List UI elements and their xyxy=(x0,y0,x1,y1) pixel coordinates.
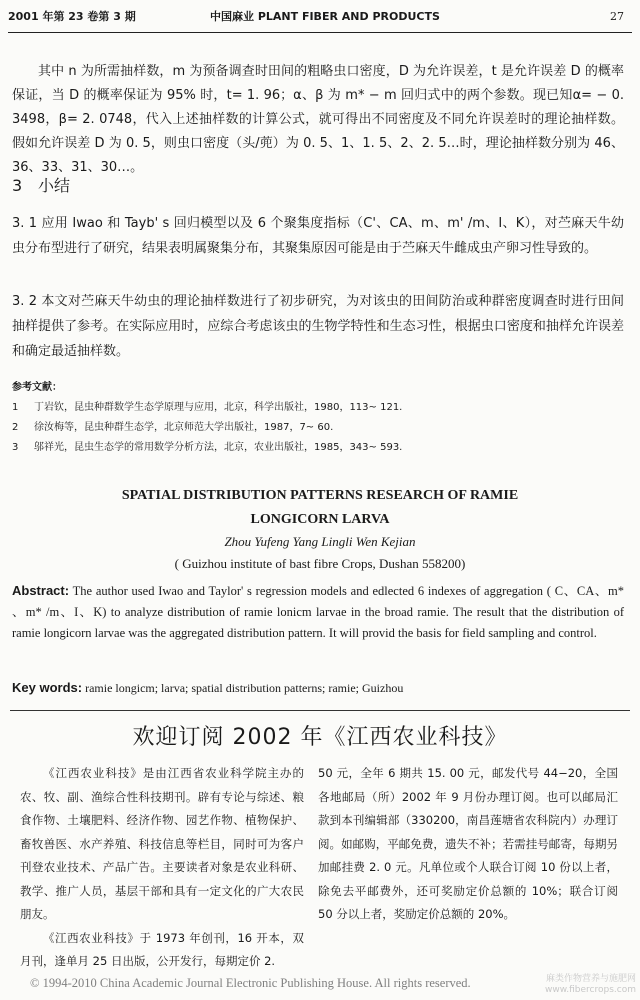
site-watermark xyxy=(544,974,636,996)
advert-paragraph: 50 元，全年 6 期共 15. 00 元，邮发代号 44−20，全国各地邮局（所）2002 年 9 月份办理订阅。也可以邮局汇款到本刊编辑部（330200，南昌莲塘省农科院内）办理订阅。如邮购，平邮免费，遗失不补；若需挂号邮寄，每期另加邮挂费 2. 0 元。凡单位或个人联合订阅 10 份以上者，除免去平邮费外，还可奖励定价总额的 10%；联合订阅 50 分以上者，奖励定价总额的 20%。 xyxy=(318,766,618,921)
advert-paragraph: 《江西农业科技》于 1973 年创刊，16 开本，双月刊，逢单月 25 日出版，公开发行，每期定价 2. xyxy=(20,930,304,968)
section-title: 小结 xyxy=(38,176,71,195)
advert-paragraph: 《江西农业科技》是由江西省农业科学院主办的农、牧、副、渔综合性科技期刊。辟有专论与综述、粮食作物、土壤肥料、经济作物、园艺作物、植物保护、畜牧兽医、水产养殖、科技信息等栏目，同时可为客户刊登农业技术、产品广告。主要读者对象是农业科研、教学、推广人员，基层干部和具有一定文化的广大农民朋友。 xyxy=(20,766,304,921)
journal-name: 中国麻业 PLANT FIBER AND PRODUCTS xyxy=(210,10,440,23)
reference-text: 丁岩钦，昆虫种群数学生态学原理与应用，北京，科学出版社，1980，113~ 121. xyxy=(34,402,403,413)
english-abstract xyxy=(12,580,624,644)
english-title xyxy=(0,484,640,532)
reference-number: 1 xyxy=(12,402,19,413)
issue-info: 2001 年第 23 卷第 3 期 xyxy=(8,10,136,23)
keywords-text: ramie longicm; larva; spatial distribution patterns; ramie; Guizhou xyxy=(85,681,404,695)
keywords-label: Key words: xyxy=(12,680,83,695)
references-title: 参考文献： xyxy=(12,382,62,393)
english-title-line-1: SPATIAL DISTRIBUTION PATTERNS RESEARCH OF RAMIE xyxy=(121,488,519,503)
advert-left-column xyxy=(20,762,304,974)
abstract-text: The author used Iwao and Taylor' s regression models and edlected 6 indexes of aggregation ( C、CA、m* 、m* /m、I、K) to analyze distribution of ramie lonicm larvae in the broad ramie. The result that the distribution of ramie longicorn larvae was the aggregated distribution pattern. It will provid the basis for field sampling and control. xyxy=(12,584,624,640)
body-paragraph-sampling: 其中 n 为所需抽样数，m 为预备调查时田间的粗略虫口密度，D 为允许误差，t 是允许误差 D 的概率保证，当 D 的概率保证为 95% 时，t= 1. 96；α、β 为 m* − m 回归式中的两个参数。现已知α= − 0. 3498，β= 2. 0748，代入上述抽样数的计算公式，就可得出不同密度及不同允许误差时的理论抽样数。假如允许误差 D 为 0. 5，则虫口密度（头/蔸）为 0. 5、1、1. 5、2、2. 5…时，理论抽样数分别为 46、36、33、31、30…。 xyxy=(12,64,624,175)
english-keywords xyxy=(12,678,624,698)
reference-text: 邬祥光，昆虫生态学的常用数学分析方法，北京，农业出版社，1985，343~ 593. xyxy=(34,442,403,453)
advert-title: 欢迎订阅 2002 年《江西农业科技》 xyxy=(132,725,508,750)
conclusion-3-2: 3. 2 本文对苎麻天牛幼虫的理论抽样数进行了初步研究，为对该虫的田间防治或种群密度调查时进行田间抽样提供了参考。在实际应用时，应综合考虑该虫的生物学特性和生态习性，根据虫口密度和抽样允许误差和确定最适抽样数。 xyxy=(12,294,624,359)
reference-item xyxy=(12,438,624,458)
reference-number: 2 xyxy=(12,422,19,433)
english-title-line-2: LONGICORN LARVA xyxy=(250,512,390,527)
reference-item xyxy=(12,418,624,438)
english-authors: Zhou Yufeng Yang Lingli Wen Kejian xyxy=(224,534,416,549)
reference-text: 徐汝梅等，昆虫种群生态学，北京师范大学出版社，1987，7~ 60. xyxy=(34,422,334,433)
english-affiliation: ( Guizhou institute of bast fibre Crops, Dushan 558200) xyxy=(174,556,466,571)
abstract-label: Abstract: xyxy=(12,583,70,598)
reference-item xyxy=(12,398,624,418)
references xyxy=(12,378,624,458)
conclusion-3-1: 3. 1 应用 Iwao 和 Tayb' s 回归模型以及 6 个聚集度指标（C'、CA、m、m' /m、I、K），对苎麻天牛幼虫分布型进行了研究，结果表明属聚集分布，其聚集原因可能是由于苎麻天牛雌成虫产卵习性导致的。 xyxy=(12,216,624,256)
divider xyxy=(10,710,630,711)
section-number: 3 xyxy=(12,176,23,195)
watermark-line: www.fibercrops.com xyxy=(545,985,636,995)
running-header xyxy=(8,2,632,33)
reference-number: 3 xyxy=(12,442,19,453)
page-number: 27 xyxy=(610,10,624,23)
advert-right-column xyxy=(318,762,618,927)
watermark-line: 麻类作物营养与施肥网 xyxy=(545,974,636,984)
copyright-footer: © 1994-2010 China Academic Journal Electronic Publishing House. All rights reserved. xyxy=(30,976,471,990)
section-heading xyxy=(12,174,624,198)
